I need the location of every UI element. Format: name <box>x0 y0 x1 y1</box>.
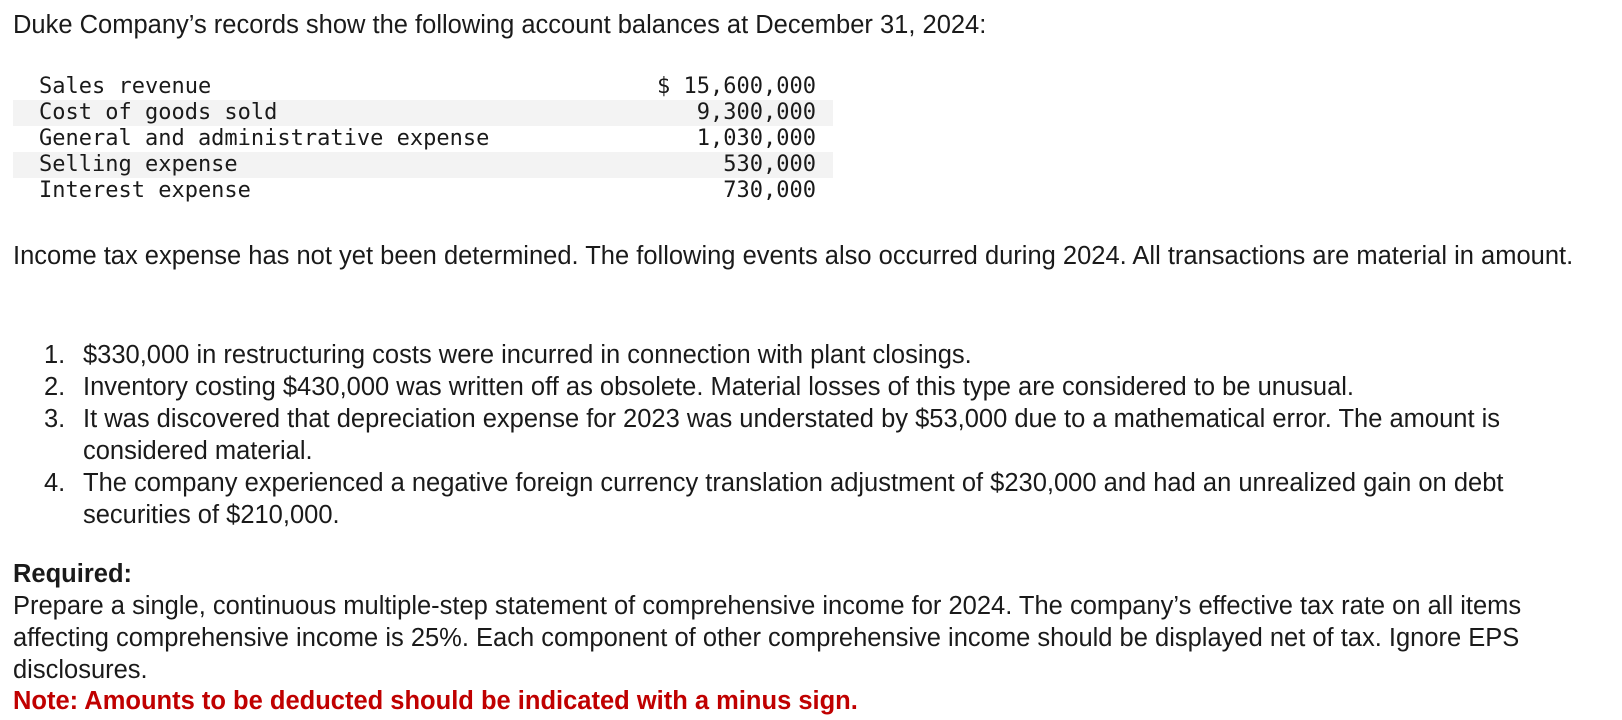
account-amount: 9,300,000 <box>612 100 833 126</box>
table-row <box>13 126 833 152</box>
events-list <box>13 339 1613 531</box>
item-text: The company experienced a negative foreign currency translation adjustment of $230,000 and had an unrealized gain on debt securities of $210,000. <box>83 469 1504 529</box>
account-amount: $ 15,600,000 <box>657 74 816 99</box>
required-instructions: Prepare a single, continuous multiple-step statement of comprehensive income for 2024. The company’s effective tax rate on all items affecting comprehensive income is 25%. Each component of other comprehensive income should be displayed net of tax. Ignore EPS disclosures. <box>13 592 1522 684</box>
item-text: It was discovered that depreciation expense for 2023 was understated by $53,000 due to a mathematical error. The amount is considered material. <box>83 405 1501 465</box>
account-amount: 530,000 <box>612 152 833 178</box>
account-amount: 730,000 <box>723 178 816 203</box>
required-heading: Required: <box>13 560 133 588</box>
account-label: Interest expense <box>39 178 251 203</box>
account-label: Cost of goods sold <box>13 100 612 126</box>
item-number: 1. <box>44 341 66 369</box>
list-item <box>13 371 1613 403</box>
item-text: $330,000 in restructuring costs were incurred in connection with plant closings. <box>83 341 972 369</box>
intro-text: Duke Company’s records show the following account balances at December 31, 2024: <box>13 11 987 39</box>
account-label: Selling expense <box>13 152 612 178</box>
table-row <box>13 100 833 126</box>
list-item <box>13 339 1613 371</box>
item-text: Inventory costing $430,000 was written off as obsolete. Material losses of this type are considered to be unusual. <box>83 373 1355 401</box>
item-number: 3. <box>44 405 66 433</box>
account-label: General and administrative expense <box>39 126 490 151</box>
table-row <box>13 152 833 178</box>
list-item <box>13 403 1613 467</box>
list-item <box>13 467 1613 531</box>
table-row <box>13 178 833 204</box>
account-amount: 1,030,000 <box>696 126 816 151</box>
minus-sign-note: Note: Amounts to be deducted should be indicated with a minus sign. <box>13 687 858 715</box>
tax-note-paragraph: Income tax expense has not yet been determined. The following events also occurred during 2024. All transactions are material in amount. <box>13 242 1574 270</box>
table-row <box>13 74 833 100</box>
item-number: 2. <box>44 373 66 401</box>
account-balances-table <box>13 74 833 204</box>
item-number: 4. <box>44 469 66 497</box>
account-label: Sales revenue <box>39 74 212 99</box>
